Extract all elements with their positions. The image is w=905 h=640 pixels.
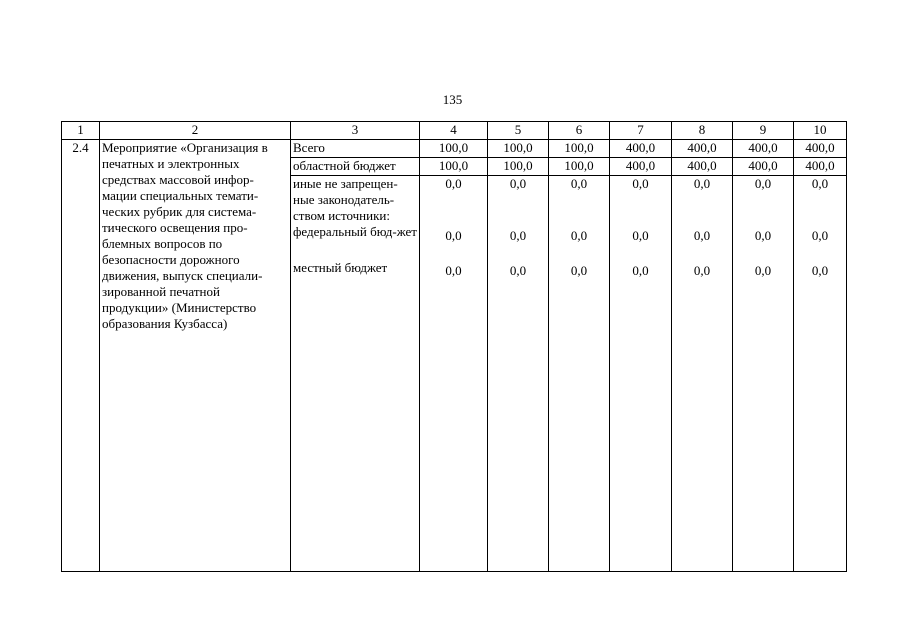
value-cell: 400,0 [672,158,733,176]
value: 0,0 [693,263,711,278]
value: 0,0 [632,263,649,278]
value: 0,0 [754,228,772,243]
value: 0,0 [754,263,772,278]
source-label: иные не запрещен-ные законодатель-ством источники: [293,176,398,223]
values-cell [794,176,847,572]
header-row [62,122,847,140]
value: 0,0 [445,263,462,278]
page-number: 135 [442,92,463,107]
header-cell: 2 [100,122,291,140]
value: 0,0 [570,263,588,278]
value-cell: 100,0 [420,140,488,158]
header-cell: 1 [62,122,100,140]
value-cell: 100,0 [488,158,549,176]
value-cell: 100,0 [420,158,488,176]
value-cell: 100,0 [549,140,610,158]
header-cell: 10 [794,122,847,140]
header-cell: 9 [733,122,794,140]
values-cell [672,176,733,572]
value: 0,0 [632,228,649,243]
value: 0,0 [693,228,711,243]
value-cell: 400,0 [610,158,672,176]
source-label: областной бюджет [291,158,420,176]
value-cell: 400,0 [610,140,672,158]
value: 0,0 [509,228,527,243]
value: 0,0 [811,228,829,243]
header-cell: 6 [549,122,610,140]
value: 0,0 [570,176,588,191]
value: 0,0 [445,176,462,191]
source-labels-cell [291,176,420,572]
value: 0,0 [811,263,829,278]
value-cell: 400,0 [794,140,847,158]
value-cell: 100,0 [549,158,610,176]
source-label: федеральный бюд-жет [293,224,417,239]
header-cell: 5 [488,122,549,140]
value: 0,0 [445,228,462,243]
value-cell: 400,0 [733,158,794,176]
budget-table [61,121,847,572]
source-label: местный бюджет [293,260,388,275]
source-label: Всего [291,140,420,158]
value: 0,0 [632,176,649,191]
values-cell [733,176,794,572]
header-cell: 7 [610,122,672,140]
values-cell [420,176,488,572]
value-cell: 400,0 [733,140,794,158]
value: 0,0 [811,176,829,191]
value-cell: 100,0 [488,140,549,158]
value: 0,0 [754,176,772,191]
row-description: Мероприятие «Организация в печатных и электронных средствах массовой инфор-мации специальных темати-ческих рубрик для система-тического освещения про-блемных вопросов по безопасности дорожного движения, выпуск специали-зированной печатной продукции» (Министерство образования Кузбасса) [100,140,291,572]
value-cell: 400,0 [794,158,847,176]
value: 0,0 [509,176,527,191]
header-cell: 3 [291,122,420,140]
value: 0,0 [693,176,711,191]
value: 0,0 [570,228,588,243]
values-cell [610,176,672,572]
header-cell: 4 [420,122,488,140]
values-cell [488,176,549,572]
value-cell: 400,0 [672,140,733,158]
table-row-total [62,140,847,158]
values-cell [549,176,610,572]
header-cell: 8 [672,122,733,140]
value: 0,0 [509,263,527,278]
row-index: 2.4 [62,140,100,572]
